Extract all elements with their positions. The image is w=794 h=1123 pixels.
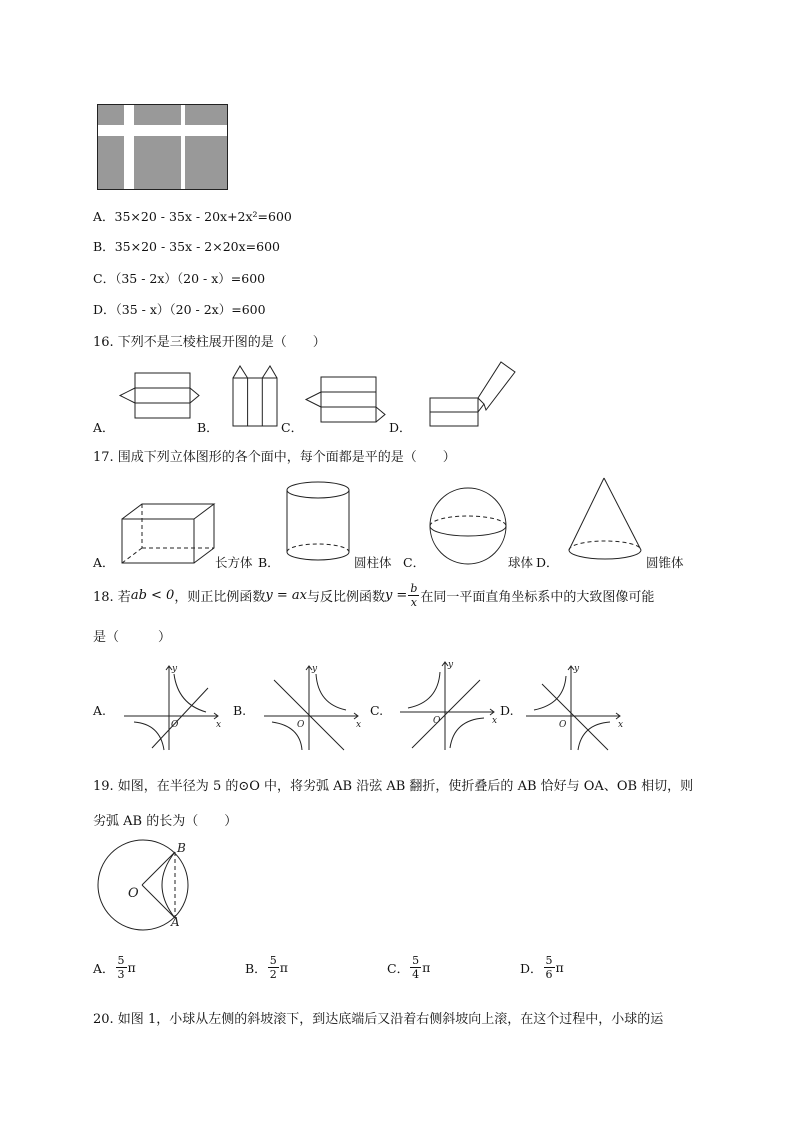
q18-label-c: C.: [370, 703, 384, 718]
q19-option-a: A． $\frac{5}{3}$ π: [93, 954, 136, 981]
q15-option-d: D．（35 - x）（20 - 2x）=600: [93, 302, 266, 317]
q17-name-cylinder: 圆柱体: [354, 555, 392, 570]
q16-label-a: A．: [93, 420, 115, 435]
q16-net-d: [428, 360, 518, 428]
q19-circle-figure: [93, 838, 203, 932]
q18-graph-a: [122, 660, 226, 752]
q19-label-a: A: [171, 915, 180, 929]
q19-option-c: C． $\frac{5}{4}$ π: [387, 954, 431, 981]
q20-stem-line1: 20. 如图 1，小球从左侧的斜坡滚下，到达底端后又沿着右侧斜坡向上滚，在这个过程中，小球的运: [93, 1012, 664, 1027]
q17-name-sphere: 球体: [508, 555, 534, 570]
q18-label-d: D.: [500, 703, 514, 718]
q18-b-ylabel: y: [312, 664, 318, 674]
q18-b-xlabel: x: [356, 720, 362, 730]
q17-name-cone: 圆锥体: [646, 555, 684, 570]
q18-graph-d: [524, 660, 628, 752]
q18-d-ylabel: y: [574, 664, 580, 674]
q18-b-origin: O: [297, 720, 305, 730]
q18-label-b: B.: [233, 703, 247, 718]
q18-fraction: $\frac{b}{x}$: [410, 581, 418, 609]
q17-label-a: A．: [93, 555, 115, 570]
cone-figure: [566, 476, 644, 564]
q18-stem-line1: 18. 若 ab < 0 ，则正比例函数 y = ax 与反比例函数 y = $\frac{b}{x}$ 在同一平面直角坐标系中的大致图像可能: [93, 581, 655, 609]
q17-name-cuboid: 长方体: [215, 555, 253, 570]
q16-net-b: [230, 365, 280, 427]
q16-label-b: B．: [197, 420, 219, 435]
q18-c-xlabel: x: [492, 716, 498, 726]
q19-stem-line1: 19. 如图，在半径为 5 的⊙O 中，将劣弧 AB 沿弦 AB 翻折，使折叠后的 AB 恰好与 OA、OB 相切，则: [93, 779, 694, 794]
q17-label-c: C．: [403, 555, 426, 570]
q18-a-xlabel: x: [216, 720, 222, 730]
q15-option-c: C．（35 - 2x）（20 - x）=600: [93, 271, 266, 286]
cylinder-figure: [285, 480, 351, 564]
q18-graph-b: [262, 660, 366, 752]
q19-stem-line2: 劣弧 AB 的长为（ ）: [93, 814, 238, 829]
q16-label-c: C．: [281, 420, 304, 435]
q19-option-b: B． $\frac{5}{2}$ π: [245, 954, 288, 981]
q17-label-d: D．: [536, 555, 559, 570]
q18-graph-c: [398, 656, 502, 752]
q19-option-d: D． $\frac{5}{6}$ π: [520, 954, 564, 981]
q19-label-b: B: [177, 841, 186, 855]
q16-stem: 16. 下列不是三棱柱展开图的是（ ）: [93, 335, 326, 350]
cuboid-figure: [121, 503, 215, 565]
lawn-road-figure: [97, 104, 228, 190]
q15-option-a: A．35×20 - 35x - 20x+2x²=600: [93, 209, 292, 224]
q18-a-origin: O: [171, 720, 179, 730]
q18-d-xlabel: x: [618, 720, 624, 730]
q18-d-origin: O: [559, 720, 567, 730]
q18-c-ylabel: y: [448, 660, 454, 670]
q18-label-a: A.: [93, 703, 107, 718]
q17-label-b: B．: [258, 555, 280, 570]
q17-stem: 17. 围成下列立体图形的各个面中，每个面都是平的是（ ）: [93, 450, 456, 465]
q15-option-b: B．35×20 - 35x - 2×20x=600: [93, 239, 280, 254]
q16-label-d: D．: [389, 420, 412, 435]
q18-stem-line2: 是（ ）: [93, 630, 172, 645]
q18-c-origin: O: [433, 716, 441, 726]
q19-label-o: O: [128, 886, 139, 901]
sphere-figure: [428, 487, 508, 565]
q18-a-ylabel: y: [172, 664, 178, 674]
q16-net-a: [119, 372, 199, 420]
q16-net-c: [305, 376, 385, 424]
